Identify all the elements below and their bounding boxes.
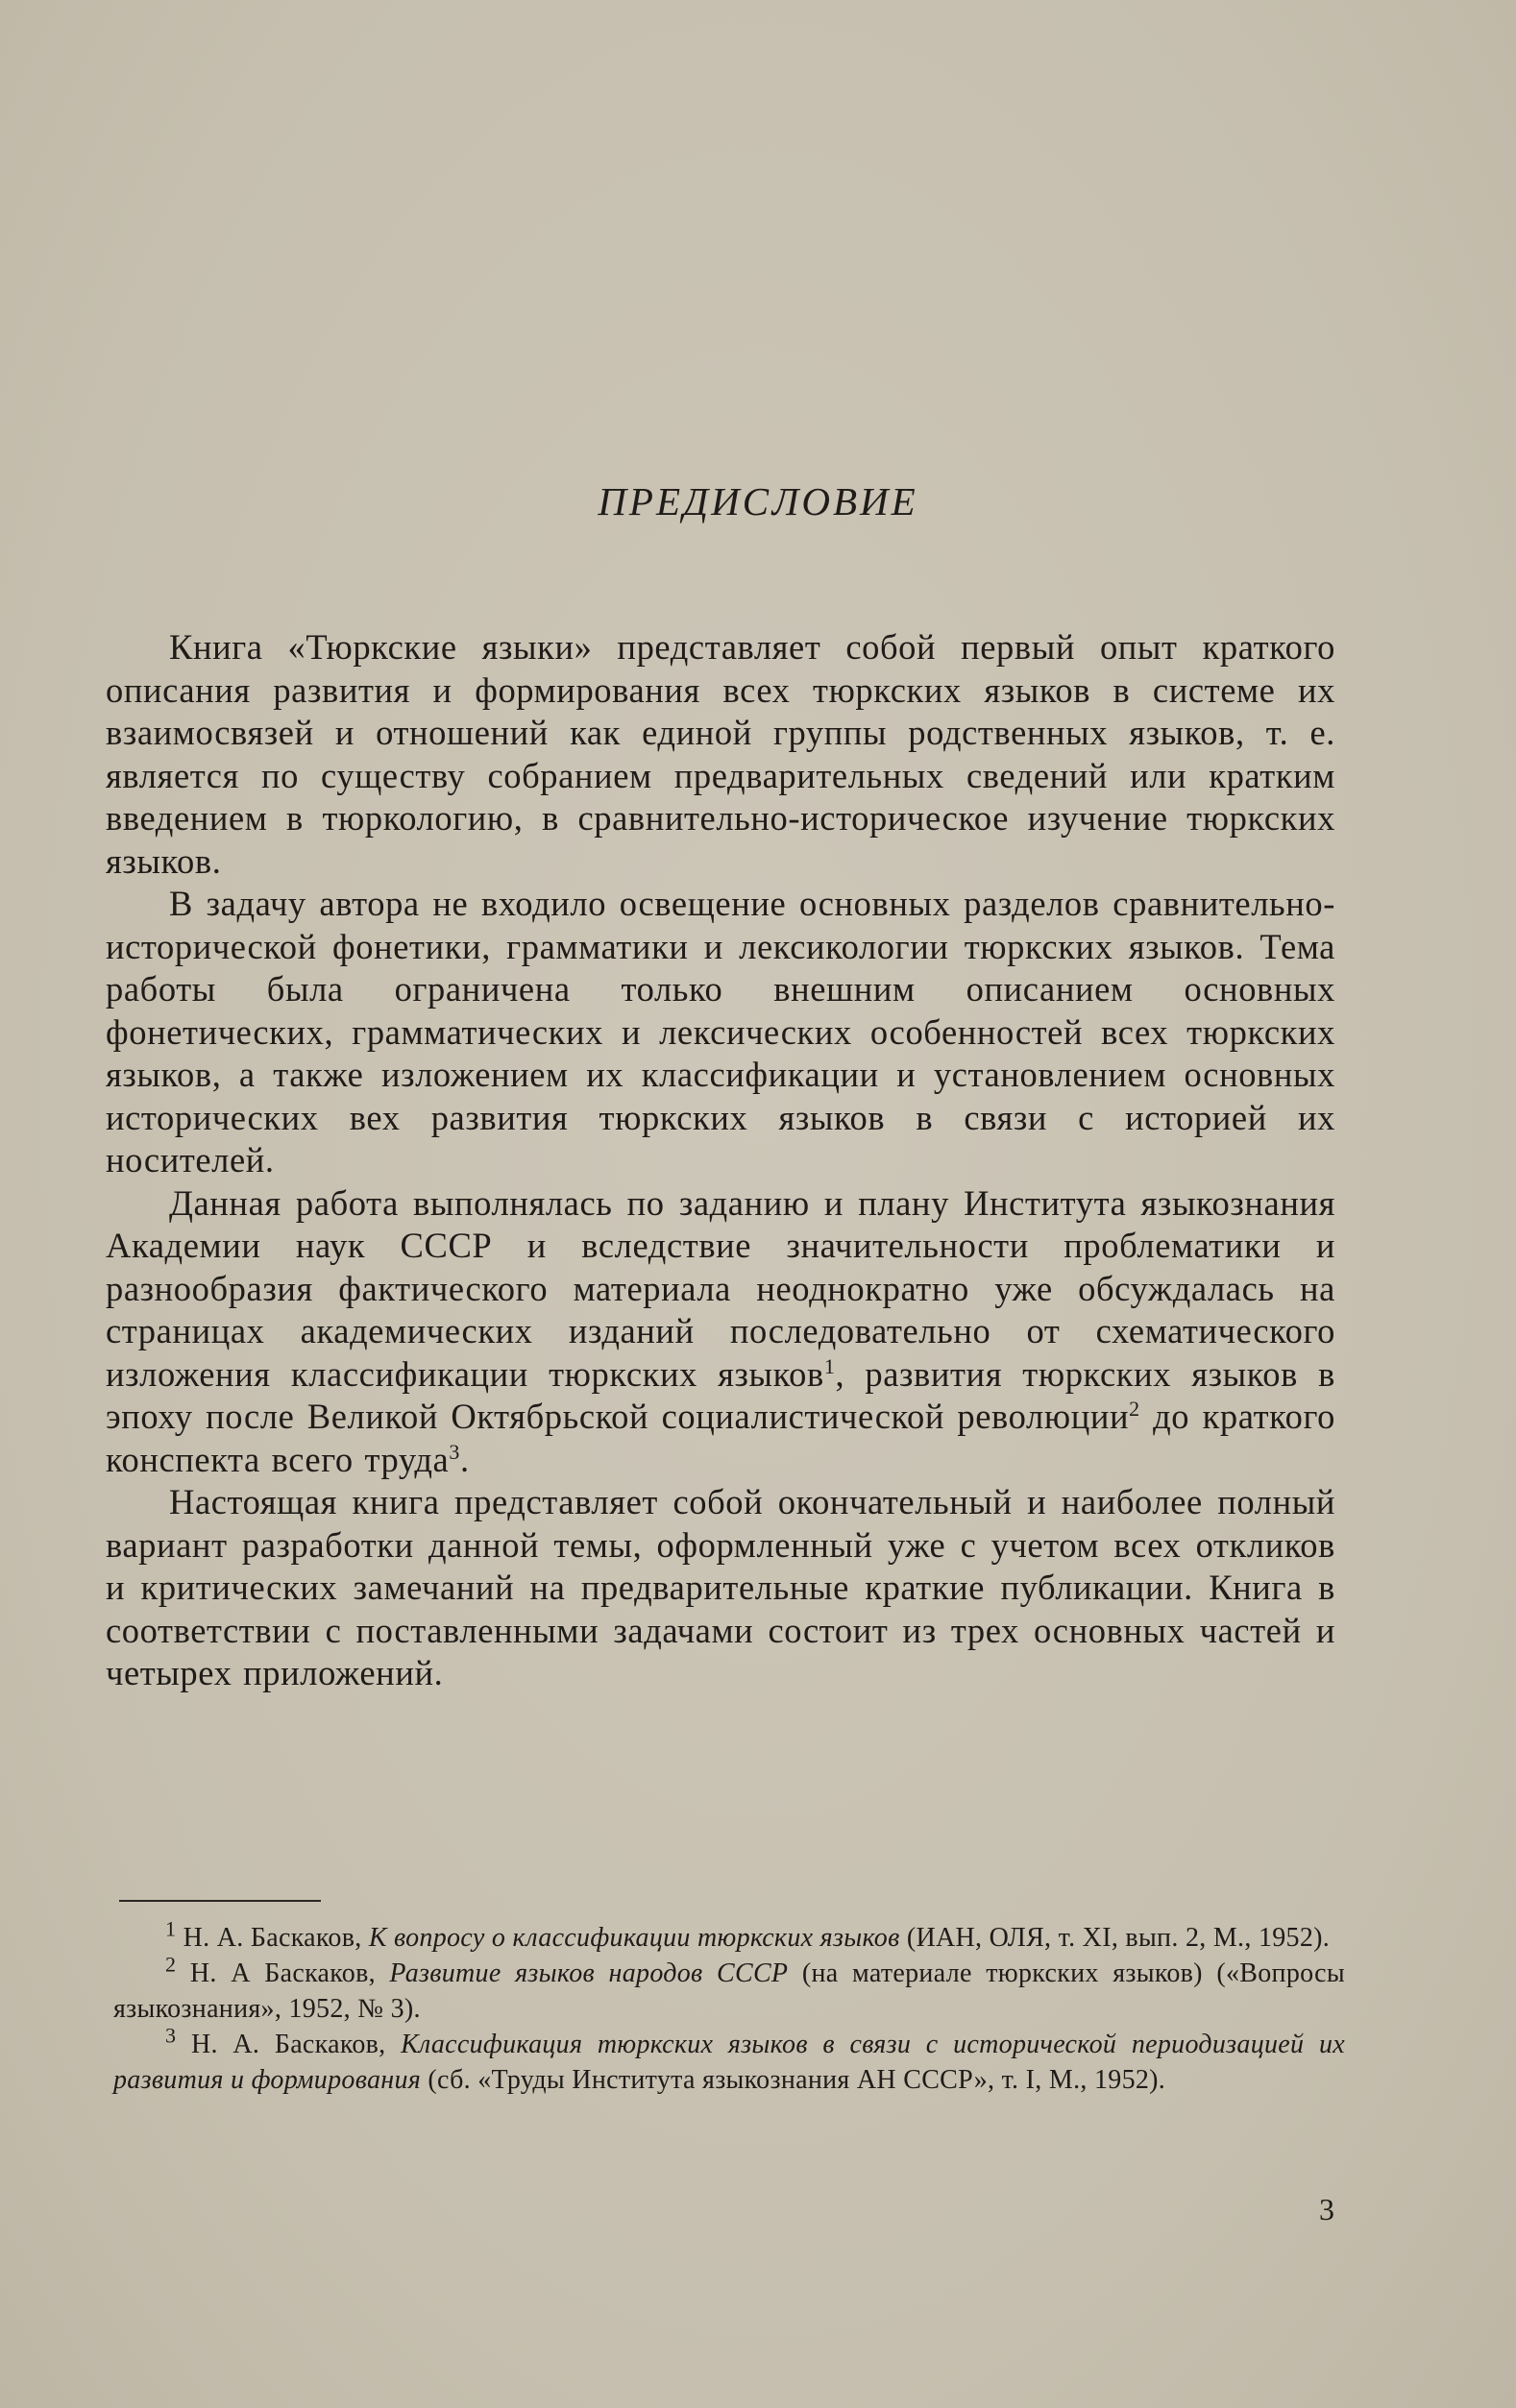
footnote-author: Н. А. Баскаков, — [190, 2030, 386, 2059]
page-number: 3 — [1319, 2192, 1334, 2226]
body-text — [106, 626, 1335, 1695]
footnote-source: (сб. «Труды Института языкознания АН СССР», т. I, М., 1952). — [428, 2065, 1166, 2095]
footnote-title: Классификация тюркских языков в связи с исторической периодизацией их развития и формирования — [113, 2030, 1345, 2095]
footnote-ref-1: 1 — [823, 1353, 836, 1378]
paragraph-3-part-1: Данная работа выполнялась по заданию и плану Института языкознания Академии наук СССР и вследствие значительности проблематики и разнообразия фактического материала неоднократно уже обсуждалась на страницах академических изданий последовательно от схематического изложения классификации тюркских языков — [106, 1182, 1335, 1394]
footnote-3 — [113, 2023, 1345, 2098]
footnotes — [113, 1916, 1345, 2098]
page-title: ПРЕДИСЛОВИЕ — [598, 479, 918, 523]
paragraph-1: Книга «Тюркские языки» представляет собой первый опыт краткого описания развития и формирования всех тюркских языков в системе их взаимосвязей и отношений как единой группы родственных языков, т. е. является по существу собранием предварительных сведений или кратким введением в тюркологию, в сравнительно-историческое изучение тюркских языков. — [106, 627, 1335, 881]
footnote-number: 1 — [165, 1916, 177, 1941]
footnote-source: (на материале тюркских языков) («Вопросы языкознания», 1952, № 3). — [113, 1958, 1345, 2024]
footnote-number: 3 — [165, 2023, 177, 2048]
footnote-1 — [113, 1916, 1345, 1956]
footnote-2 — [113, 1952, 1345, 2027]
footnote-author: Н. А Баскаков, — [189, 1958, 376, 1988]
footnote-title: Развитие языков народов СССР — [389, 1958, 789, 1988]
paragraph-3-part-2: , развития тюркских языков в эпоху после Великой Октябрьской социалистической революции — [106, 1353, 1335, 1436]
footnote-divider — [119, 1900, 321, 1902]
footnote-number: 2 — [165, 1952, 177, 1977]
footnote-ref-2: 2 — [1129, 1396, 1140, 1421]
footnote-source: (ИАН, ОЛЯ, т. XI, вып. 2, М., 1952). — [906, 1923, 1331, 1953]
footnote-title: К вопросу о классификации тюркских языков — [368, 1923, 900, 1953]
footnote-ref-3: 3 — [449, 1439, 460, 1464]
paragraph-3 — [106, 1182, 1335, 1482]
footnote-author: Н. А. Баскаков, — [183, 1923, 362, 1953]
paragraph-3-part-3: до краткого конспекта всего труда — [106, 1397, 1336, 1479]
paragraph-4: Настоящая книга представляет собой окончательный и наиболее полный вариант разработки данной темы, оформленный уже с учетом всех откликов и критических замечаний на предварительные краткие публикации. Книга в соответствии с поставленными задачами состоит из трех основных частей и четырех приложений. — [106, 1482, 1335, 1692]
paragraph-2: В задачу автора не входило освещение основных разделов сравнительно-исторической фонетики, грамматики и лексикологии тюркских языков. Тема работы была ограничена только внешним описанием основных фонетических, грамматических и лексических особенностей всех тюркских языков, а также изложением их классификации и установлением основных исторических вех развития тюркских языков в связи с историей их носителей. — [106, 884, 1335, 1180]
paragraph-3-part-4: . — [459, 1439, 470, 1479]
